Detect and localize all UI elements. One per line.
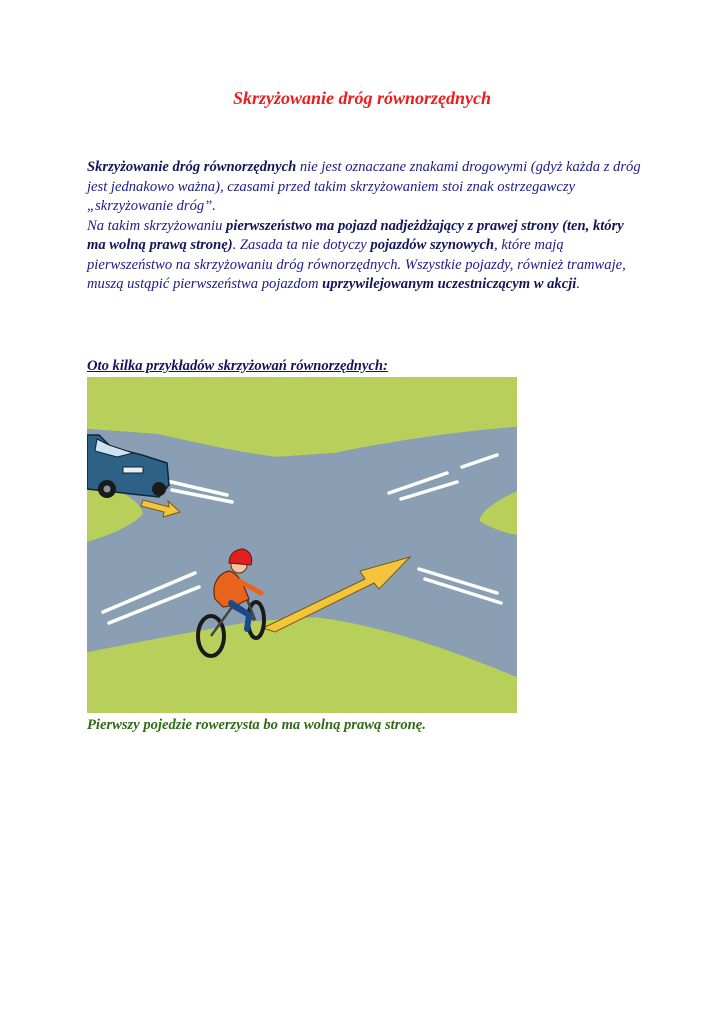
- rule-bold-2: pojazdów szynowych: [370, 237, 495, 253]
- intro-text: [87, 158, 642, 295]
- illustration-caption: Pierwszy pojedzie rowerzysta bo ma wolną prawą stronę.: [87, 717, 426, 733]
- rule-bold-1: pierwszeństwo ma pojazd nadjeżdżający z prawej strony (ten, który ma wolną prawą stronę): [87, 217, 624, 253]
- term-bold: Skrzyżowanie dróg równorzędnych: [87, 159, 297, 175]
- definition-text: nie jest oznaczane znakami drogowymi (gdyż każda z dróg jest jednakowo ważna), czasami przed takim skrzyżowaniem stoi znak ostrzegawczy „skrzyżowanie dróg”.: [87, 159, 641, 214]
- intersection-illustration: [87, 377, 517, 713]
- paragraph-priority-rule: [87, 217, 642, 295]
- rule-text-2: . Zasada ta nie dotyczy: [232, 237, 371, 253]
- examples-heading: Oto kilka przykładów skrzyżowań równorzędnych:: [87, 358, 388, 374]
- rule-bold-3: uprzywilejowanym uczestniczącym w akcji: [322, 276, 577, 292]
- paragraph-definition: [87, 158, 642, 217]
- rule-text-4: .: [576, 276, 580, 292]
- page-title: Skrzyżowanie dróg równorzędnych: [232, 88, 492, 108]
- rule-text-3: , które mają pierwszeństwo na skrzyżowaniu dróg równorzędnych. Wszystkie pojazdy, również tramwaje, muszą ustąpić pierwszeństwa pojazdom: [87, 237, 626, 292]
- rule-text-1: Na takim skrzyżowaniu: [87, 217, 227, 234]
